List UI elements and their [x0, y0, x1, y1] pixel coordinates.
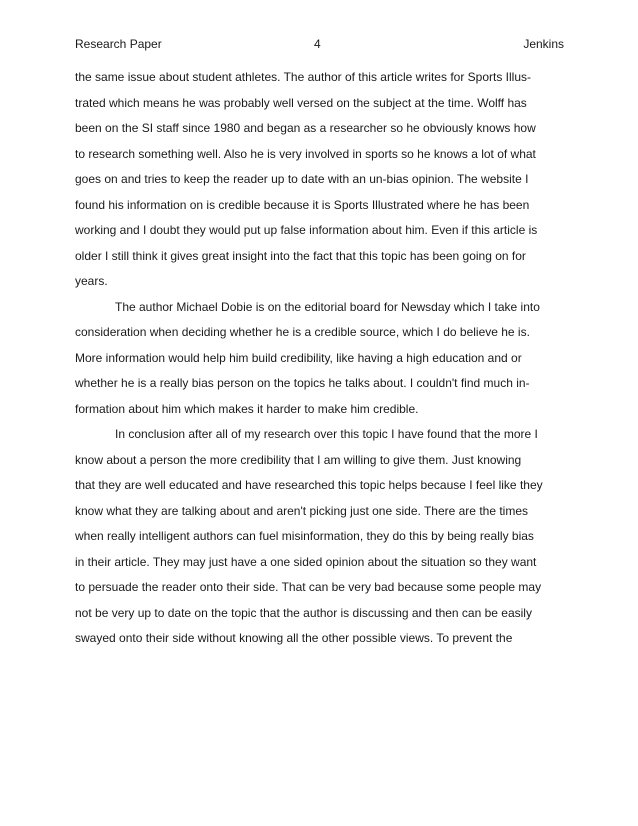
text-line: in their article. They may just have a one sided opinion about the situation so they want [75, 554, 537, 569]
text-line: the same issue about student athletes. The author of this article writes for Sports Illus- [75, 70, 532, 84]
text-line: whether he is a really bias person on the topics he talks about. I couldn't find much in- [75, 376, 530, 390]
header-author: Jenkins [523, 37, 564, 51]
document-body [75, 69, 564, 656]
text-line: know what they are talking about and aren't picking just one side. There are the times [75, 503, 528, 518]
text-line: to research something well. Also he is very involved in sports so he knows a lot of what [75, 146, 536, 161]
text-line: trated which means he was probably well versed on the subject at the time. Wolff has [75, 95, 527, 110]
text-line: goes on and tries to keep the reader up to date with an un-bias opinion. The website I [75, 172, 529, 186]
header-title: Research Paper [75, 37, 162, 51]
text-line: years. [75, 274, 108, 288]
text-line: older I still think it gives great insight into the fact that this topic has been going on for [75, 248, 526, 263]
text-line: know about a person the more credibility that I am willing to give them. Just knowing [75, 452, 522, 467]
text-line: consideration when deciding whether he is a credible source, which I do believe he is. [75, 325, 530, 339]
page-header [75, 37, 564, 53]
paragraph-first-line: The author Michael Dobie is on the editorial board for Newsday which I take into [115, 299, 540, 314]
text-line: working and I doubt they would put up false information about him. Even if this article is [75, 223, 538, 237]
text-line: not be very up to date on the topic that the author is discussing and then can be easily [75, 605, 532, 620]
text-line: to persuade the reader onto their side. That can be very bad because some people may [75, 580, 542, 594]
text-line: found his information on is credible because it is Sports Illustrated where he has been [75, 197, 530, 212]
text-line: formation about him which makes it harder to make him credible. [75, 401, 419, 416]
text-line: More information would help him build credibility, like having a high education and or [75, 350, 522, 365]
text-line: swayed onto their side without knowing all the other possible views. To prevent the [75, 631, 513, 645]
paragraph-first-line: In conclusion after all of my research over this topic I have found that the more I [115, 427, 538, 441]
text-line: when really intelligent authors can fuel misinformation, they do this by being really bias [75, 529, 534, 543]
text-line: been on the SI staff since 1980 and began as a researcher so he obviously knows how [75, 121, 536, 135]
page-number: 4 [314, 37, 321, 51]
text-line: that they are well educated and have researched this topic helps because I feel like they [75, 478, 543, 492]
